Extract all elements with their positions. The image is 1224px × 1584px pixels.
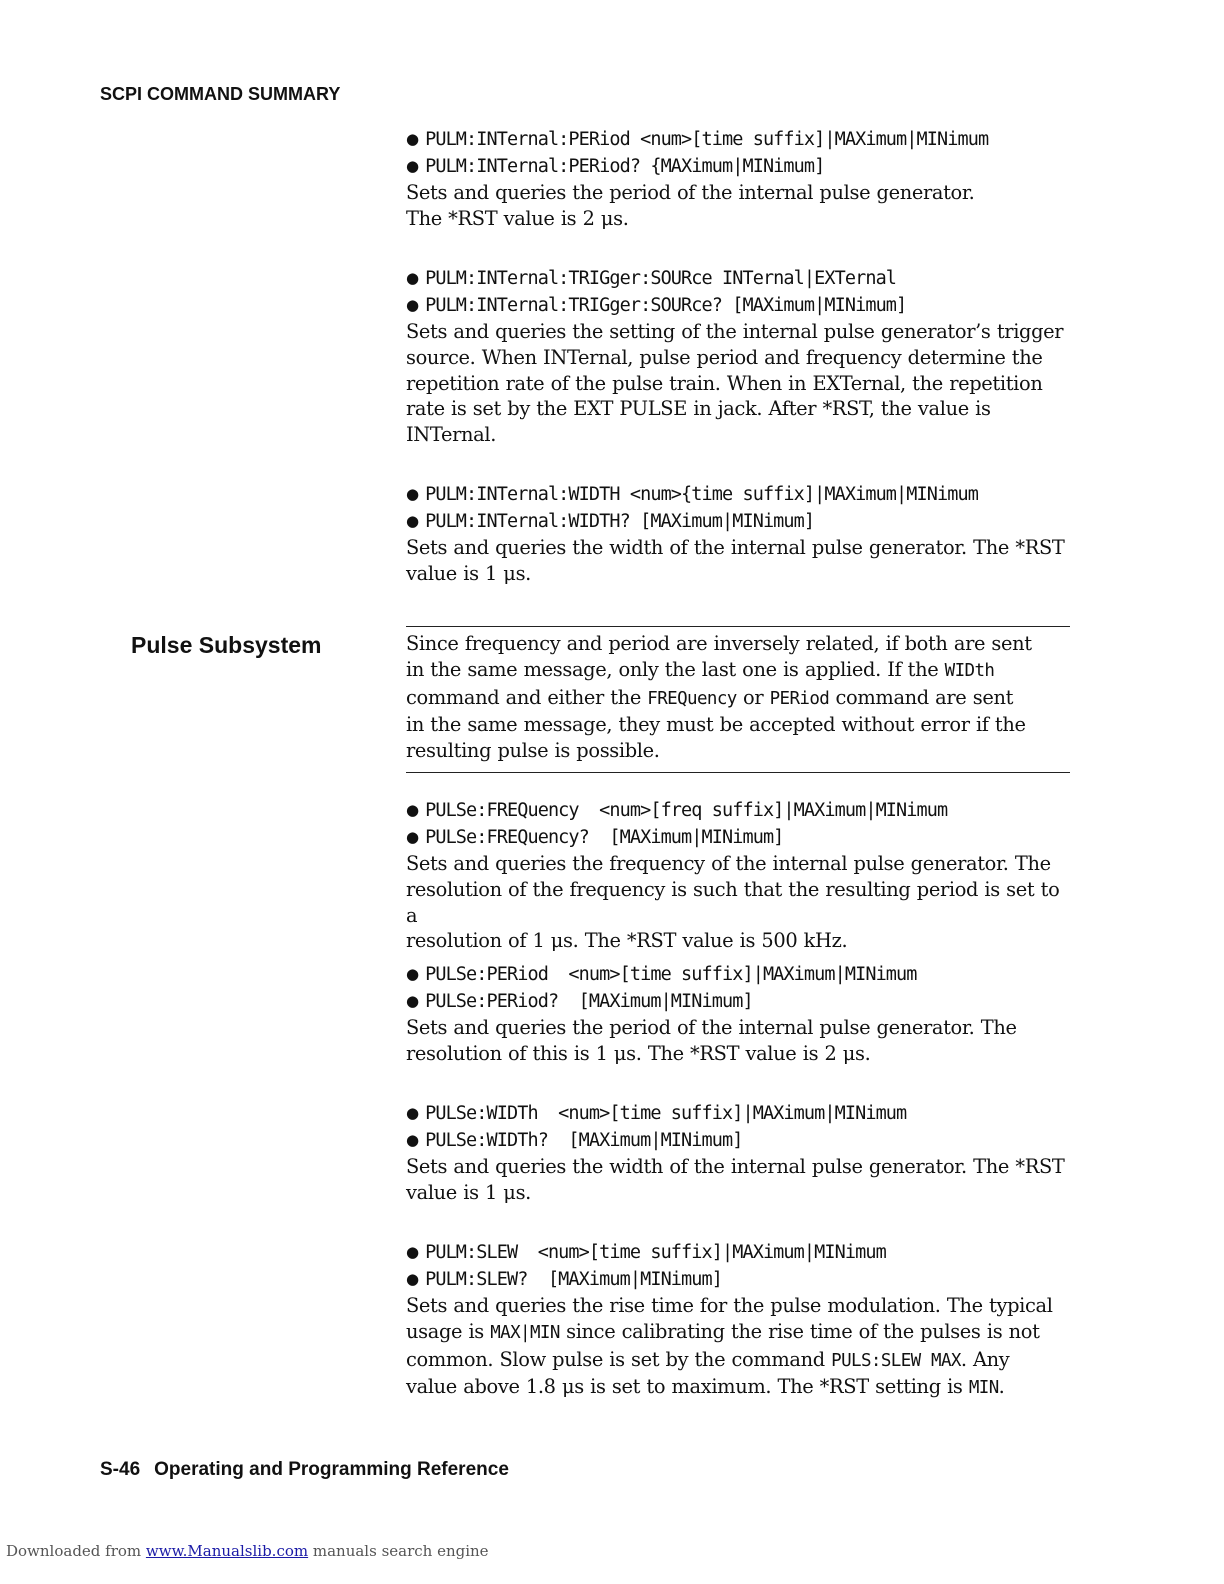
command-description: Sets and queries the width of the internal pulse generator. The *RST value is 1 μs.	[406, 536, 1065, 585]
command-block-pulse-width	[406, 1100, 1071, 1206]
bullet-icon: ●	[406, 801, 420, 819]
command-line: ● PULM:SLEW <num>[time suffix]|MAXimum|MINimum	[406, 1242, 886, 1263]
bullet-icon: ●	[406, 1270, 420, 1288]
bullet-icon: ●	[406, 512, 420, 530]
bullet-icon: ●	[406, 269, 420, 287]
manualslib-link[interactable]: www.Manualslib.com	[145, 1542, 309, 1560]
note-top-rule	[406, 626, 1070, 627]
command-block-pulm-internal-trigger-source	[406, 265, 1071, 448]
section-note: Since frequency and period are inversely related, if both are sent in the same message, only the last one is applied. If the WIDth command and either the FREQuency or PERiod command are sent in the same message, they must be accepted without error if the resulting pulse is possible.	[406, 632, 1032, 763]
command-line: ● PULSe:WIDTh <num>[time suffix]|MAXimum|MINimum	[406, 1103, 907, 1124]
command-block-pulse-period	[406, 961, 1071, 1067]
command-block-pulm-slew	[406, 1239, 1071, 1402]
command-line: ● PULM:INTernal:PERiod <num>[time suffix]|MAXimum|MINimum	[406, 129, 989, 150]
inline-code: PERiod	[769, 688, 830, 709]
section-title: Pulse Subsystem	[131, 632, 322, 658]
bullet-icon: ●	[406, 965, 420, 983]
download-attribution: Downloaded from www.Manualslib.com manuals search engine	[6, 1542, 489, 1560]
command-description: Sets and queries the period of the internal pulse generator. The resolution of this is 1 μs. The *RST value is 2 μs.	[406, 1016, 1017, 1065]
note-bottom-rule	[406, 772, 1070, 773]
page-footer	[100, 1459, 509, 1481]
bullet-icon: ●	[406, 992, 420, 1010]
bullet-icon: ●	[406, 296, 420, 314]
command-description: Sets and queries the setting of the internal pulse generator’s trigger source. When INTernal, pulse period and frequency determine the repetition rate of the pulse train. When in EXTernal, the repetition rate is set by the EXT PULSE in jack. After *RST, the value is INTernal.	[406, 320, 1064, 447]
page-header: SCPI COMMAND SUMMARY	[100, 84, 341, 104]
bullet-icon: ●	[406, 157, 420, 175]
command-line: ● PULM:INTernal:WIDTH <num>{time suffix]|MAXimum|MINimum	[406, 484, 978, 505]
inline-code: WIDth	[944, 660, 995, 681]
command-line: ● PULM:INTernal:PERiod? {MAXimum|MINimum]	[406, 156, 825, 177]
inline-code: PULS:SLEW MAX	[831, 1350, 961, 1371]
bullet-icon: ●	[406, 828, 420, 846]
command-line: ● PULSe:WIDTh? [MAXimum|MINimum]	[406, 1130, 743, 1151]
command-line: ● PULM:INTernal:TRIGger:SOURce? [MAXimum|MINimum]	[406, 295, 907, 316]
command-description: Sets and queries the period of the internal pulse generator. The *RST value is 2 μs.	[406, 181, 975, 230]
command-block-pulm-internal-width	[406, 481, 1071, 587]
command-description: Sets and queries the frequency of the internal pulse generator. The resolution of the frequency is such that the resulting period is set to a resolution of 1 μs. The *RST value is 500 kHz.	[406, 852, 1060, 953]
bullet-icon: ●	[406, 1243, 420, 1261]
footer-title: Operating and Programming Reference	[154, 1459, 509, 1480]
bullet-icon: ●	[406, 485, 420, 503]
command-block-pulm-internal-period	[406, 126, 1071, 232]
command-line: ● PULM:INTernal:WIDTH? [MAXimum|MINimum]	[406, 511, 815, 532]
inline-code: MAX|MIN	[490, 1322, 560, 1343]
page-number: S-46	[100, 1459, 141, 1480]
command-line: ● PULSe:PERiod? [MAXimum|MINimum]	[406, 991, 753, 1012]
inline-code: FREQuency	[647, 688, 737, 709]
bullet-icon: ●	[406, 130, 420, 148]
command-line: ● PULSe:FREQuency <num>[freq suffix]|MAXimum|MINimum	[406, 800, 948, 821]
command-line: ● PULM:SLEW? [MAXimum|MINimum]	[406, 1269, 722, 1290]
command-description: Sets and queries the rise time for the pulse modulation. The typical usage is MAX|MIN since calibrating the rise time of the pulses is not common. Slow pulse is set by the command PULS:SLEW MAX. Any value above 1.8 μs is set to maximum. The *RST setting is MIN.	[406, 1294, 1053, 1399]
command-line: ● PULSe:FREQuency? [MAXimum|MINimum]	[406, 827, 784, 848]
bullet-icon: ●	[406, 1131, 420, 1149]
command-block-pulse-frequency	[406, 797, 1071, 954]
inline-code: MIN	[968, 1378, 999, 1399]
command-line: ● PULM:INTernal:TRIGger:SOURce INTernal|EXTernal	[406, 268, 897, 289]
command-line: ● PULSe:PERiod <num>[time suffix]|MAXimum|MINimum	[406, 964, 917, 985]
command-description: Sets and queries the width of the internal pulse generator. The *RST value is 1 μs.	[406, 1155, 1065, 1204]
bullet-icon: ●	[406, 1104, 420, 1122]
